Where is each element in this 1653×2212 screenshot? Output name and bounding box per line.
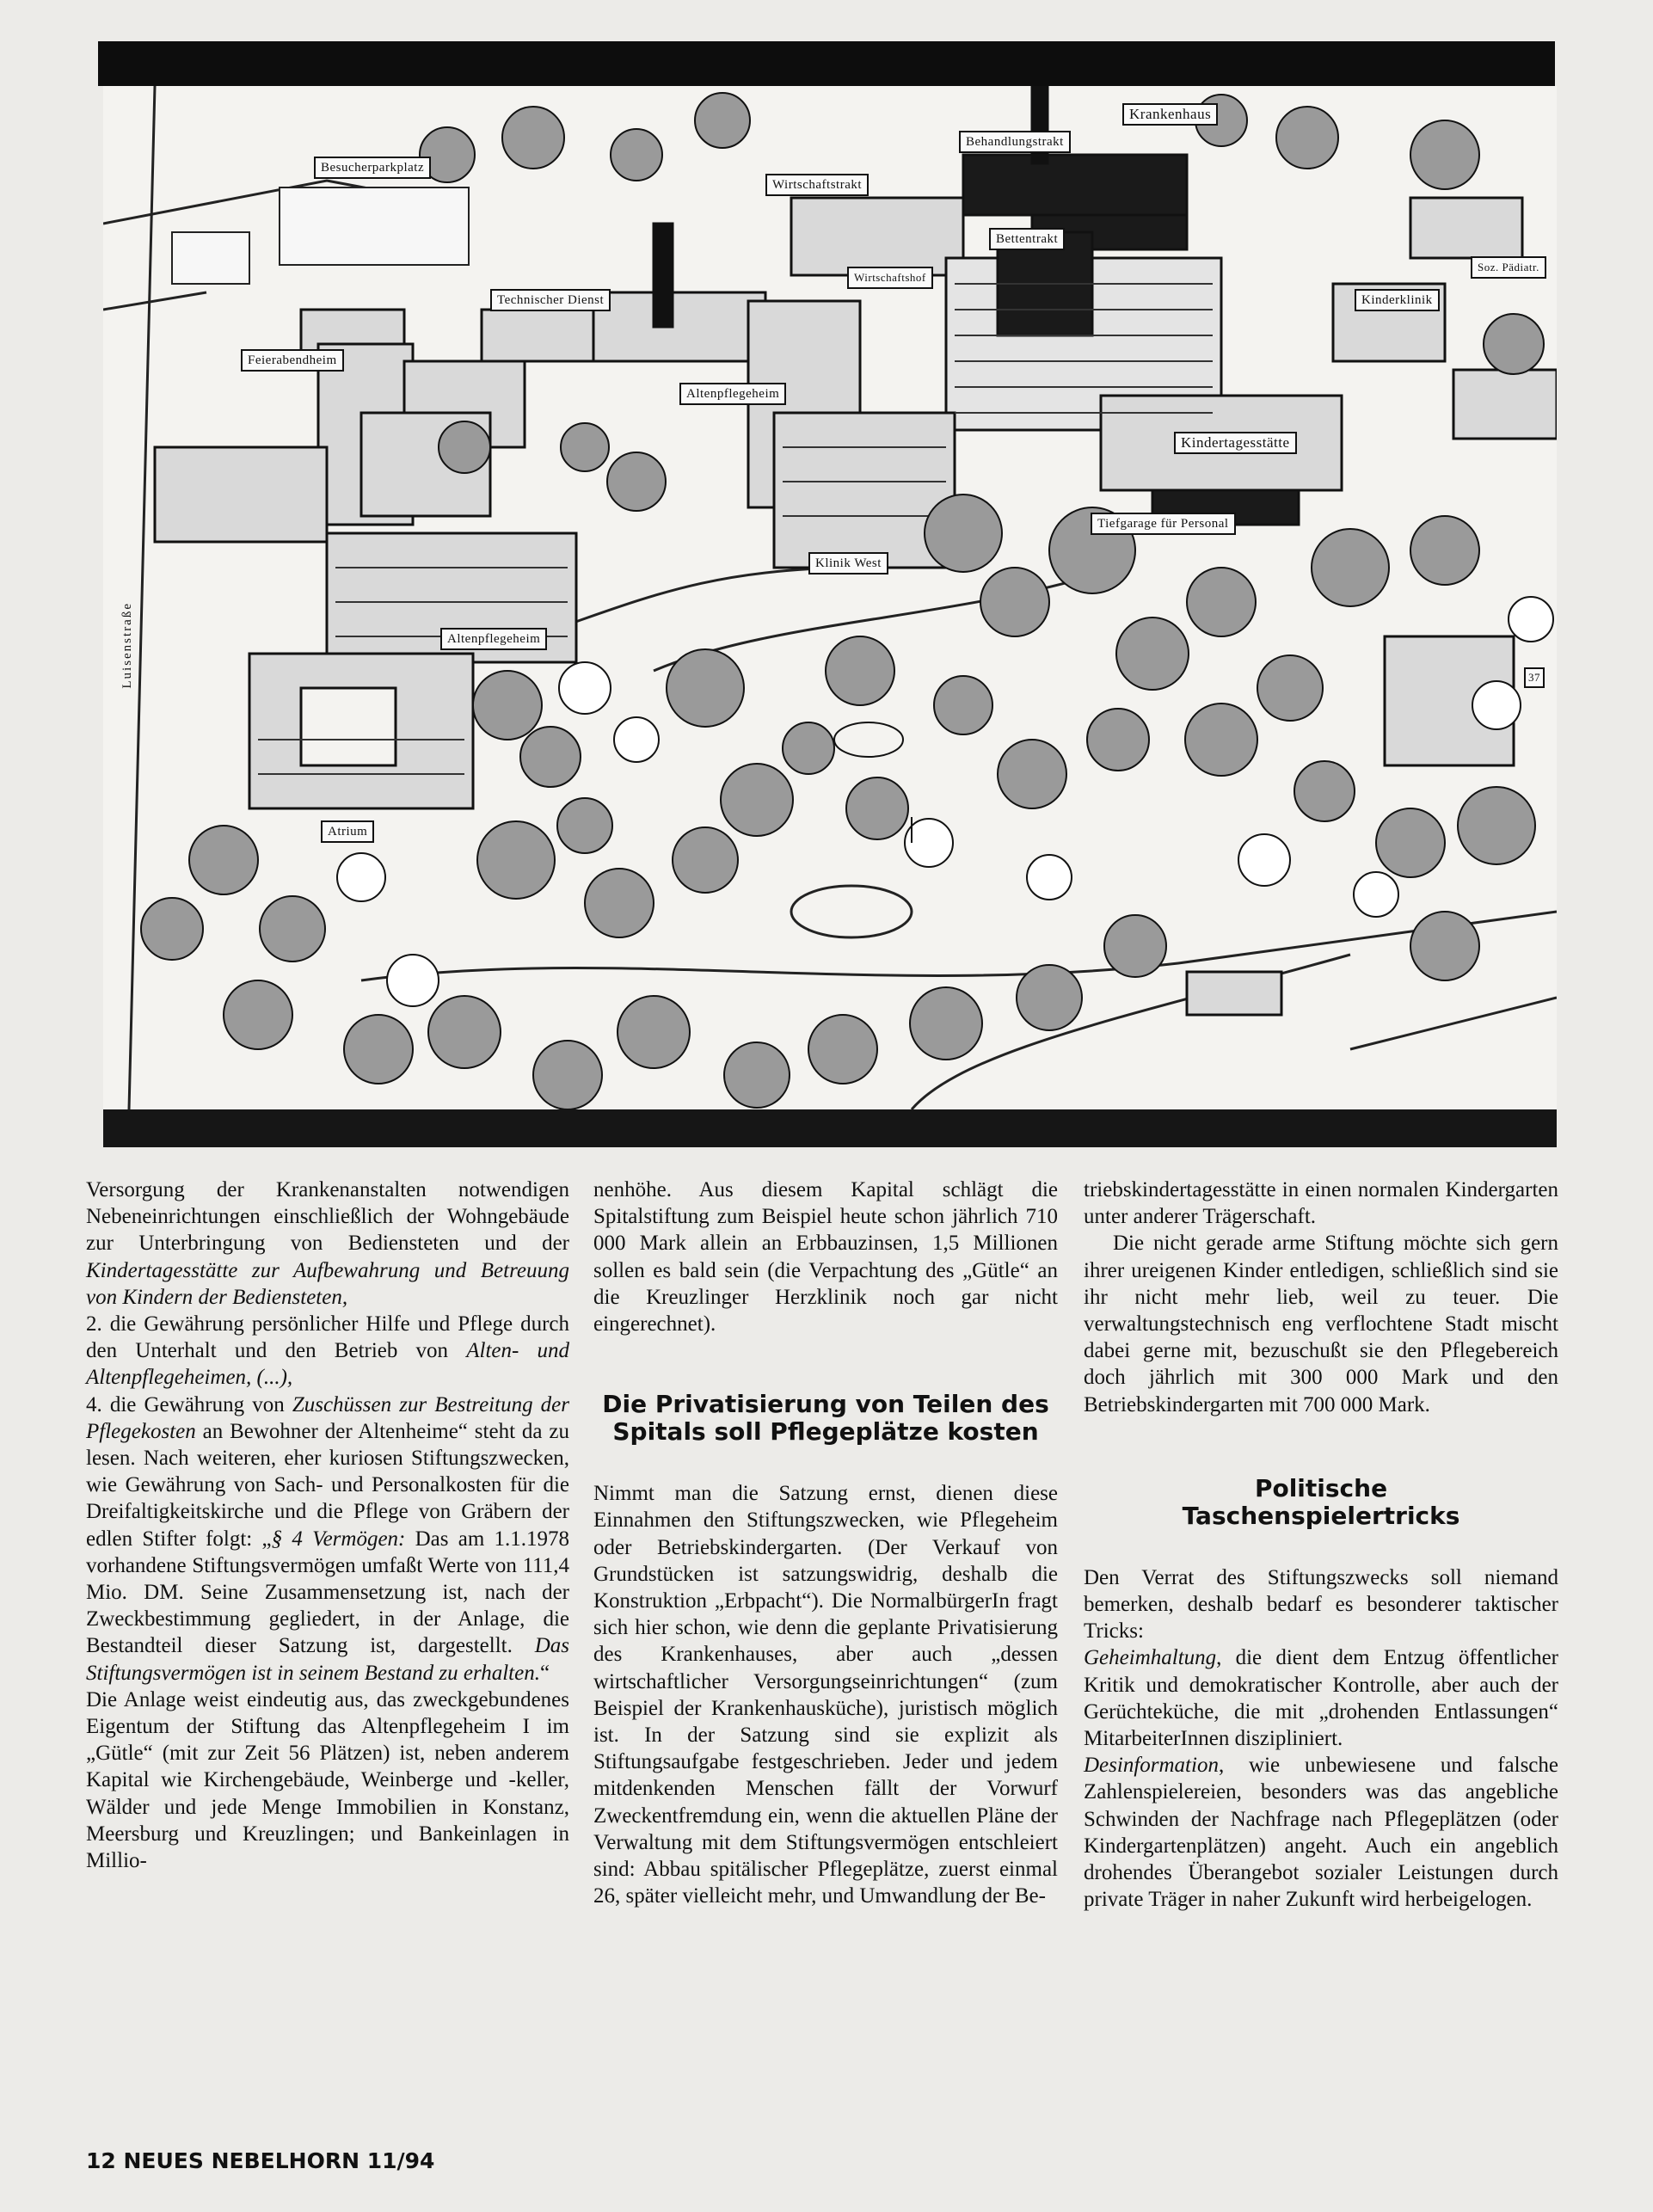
col2-paragraph-2: Nimmt man die Satzung ernst, dienen diese Einnahmen den Stiftungszwecken, wie Pflegeheim oder Betriebskindergarten. (Der Verkauf von Grundstücken ist satzungswidrig, deshalb die Konstruktion „Erbpacht“). Die NormalbürgerIn fragt sich hier schon, wie denn die geplante Privatisierung des Krankenhauses, aber auch „dessen wirtschaftlicher Versorgungseinrichtungen“ (zum Beispiel der Krankenhausküche), juristisch möglich ist. In der Satzung sind sie explizit als Stiftungsaufgabe festgeschrieben. Jeder und jedem mitdenkenden Menschen fällt der Vorwurf Zweckentfremdung ein, wenn die aktuellen Pläne der Verwaltung mit dem Stiftungsvermögen entschleiert sind: Abbau spitälischer Pflegeplätze, zuerst einmal 26, später vielleicht mehr, und Umwandlung der Be- [593, 1482, 1058, 1908]
label-house-number: 37 [1524, 667, 1545, 688]
label-atrium: Atrium [321, 820, 374, 843]
col3-paragraph-4 [1084, 1644, 1558, 1752]
article-column-1 [86, 1177, 569, 1874]
col3-paragraph-1: triebskindertagesstätte in einen normalen Kindergarten unter anderer Trägerschaft. [1084, 1178, 1558, 1229]
col3-p4-italic: Geheimhaltung [1084, 1646, 1217, 1670]
col1-p2-text: 2. die Gewährung persönlicher Hilfe und Pflege durch den Unterhalt und den Betrieb von [86, 1312, 569, 1363]
col1-p3-italic-a: Zuschüssen zur Bestreitung der Pflegekosten [86, 1392, 569, 1443]
label-bettentrakt: Bettentrakt [989, 228, 1065, 250]
col1-p3-text-b: an Bewohner der Altenheime“ steht da zu lesen. Nach weiteren, eher kuriosen Stiftungszwecken, wie Gewährung von Sach- und Personalkosten für die Dreifaltigkeitskirche und die Pflege von Gräbern der edlen Stifter folgt: „ [86, 1419, 569, 1551]
label-feierabendheim: Feierabendheim [241, 349, 344, 372]
col1-p3-italic-b: § 4 Vermögen: [271, 1527, 406, 1551]
col3-p5-text: , wie unbewiesene und falsche Zahlenspielereien, besonders was das angebliche Schwinden der Nachfrage nach Pflegeplätzen (oder Kindergartenplätzen) angeht. Auch ein angeblich drohendes Überangebot sozialer Leistungen durch private Träger in naher Zukunft wird herbeigelogen. [1084, 1754, 1558, 1912]
col1-paragraph-2 [86, 1311, 569, 1392]
label-kinderklinik: Kinderklinik [1355, 289, 1440, 311]
label-altenpflegeheim-bottom: Altenpflegeheim [440, 628, 547, 650]
bottom-black-bar [103, 1109, 1557, 1147]
article-column-3 [1084, 1177, 1558, 1913]
label-street: Luisenstraße [120, 602, 134, 689]
col1-p3-text-c: Das am 1.1.1978 vorhandene Stiftungsvermögen umfaßt Werte von 111,4 Mio. DM. Seine Zusammensetzung ist, nach der Zweckbestimmung gegliedert, in der Anlage, die Bestandteil dieser Satzung ist, dargestellt. [86, 1527, 569, 1658]
label-klinik-west: Klinik West [808, 552, 888, 575]
col1-p3-italic-c: Das Stiftungsvermögen ist in seinem Bestand zu erhalten. [86, 1634, 569, 1685]
col1-p3-text-d: “ [539, 1661, 550, 1685]
col3-subheading: Politische Taschenspielertricks [1182, 1473, 1460, 1530]
top-black-bar [98, 41, 1555, 86]
label-altenpflegeheim-top: Altenpflegeheim [679, 383, 786, 405]
col1-p2-italic: Alten- und Altenpflegeheimen, (...), [86, 1339, 569, 1390]
col1-paragraph-1 [86, 1177, 569, 1311]
label-soz-paed: Soz. Pädiatr. [1471, 256, 1546, 279]
label-tiefgarage: Tiefgarage für Personal [1091, 513, 1236, 535]
label-wirtschaftshof: Wirtschaftshof [847, 267, 933, 289]
col3-paragraph-5 [1084, 1752, 1558, 1913]
col1-paragraph-4: Die Anlage weist eindeutig aus, das zweckgebundenes Eigentum der Stiftung das Altenpflegeheim I im „Gütle“ (mit zur Zeit 56 Plätzen) ist, neben anderem Kapital wie Kirchengebäude, Weinberge und -keller, Wälder und jede Menge Immobilien in Konstanz, Meersburg und Kreuzlingen; und Bankeinlagen in Millio- [86, 1687, 569, 1873]
label-krankenhaus: Krankenhaus [1122, 103, 1218, 126]
col1-p1-italic: Kindertagesstätte zur Aufbewahrung und Betreuung von Kindern der Bediensteten, [86, 1258, 569, 1309]
label-behandlungstrakt: Behandlungstrakt [959, 131, 1071, 153]
page-footer: 12 NEUES NEBELHORN 11/94 [86, 2148, 435, 2173]
col1-p3-text-a: 4. die Gewährung von [86, 1392, 292, 1416]
label-besucherparkplatz: Besucherparkplatz [314, 157, 431, 179]
article-column-2 [593, 1177, 1058, 1909]
col2-paragraph-1: nenhöhe. Aus diesem Kapital schlägt die Spitalstiftung zum Beispiel heute schon jährlich 710 000 Mark allein an Erbbauzinsen, 1,5 Millionen sollen es bald sein (die Verpachtung des „Gütle“ an die Kreuzlinger Herzklinik noch gar nicht eingerechnet). [593, 1178, 1058, 1336]
hospital-site-illustration [103, 86, 1557, 1109]
col2-subheading: Die Privatisierung von Teilen des Spitals soll Pflegeplätze kosten [602, 1390, 1049, 1447]
label-kindertagesstaette: Kindertagesstätte [1174, 432, 1297, 454]
col3-paragraph-3: Den Verrat des Stiftungszwecks soll niemand bemerken, deshalb bedarf es besonderer taktischer Tricks: [1084, 1565, 1558, 1644]
site-drawing [103, 86, 1557, 1109]
col1-p1-text: Versorgung der Krankenanstalten notwendigen Nebeneinrichtungen einschließlich der Wohngebäude zur Unterbringung von Bediensteten und der [86, 1178, 569, 1256]
col1-paragraph-3 [86, 1392, 569, 1687]
label-technischer-dienst: Technischer Dienst [490, 289, 611, 311]
col3-paragraph-2: Die nicht gerade arme Stiftung möchte sich gern ihrer ureigenen Kinder entledigen, schließlich sind sie ihr nicht mehr lieb, weil zu teuer. Die verwaltungstechnisch eng verflochtene Stadt mischt dabei gerne mit, bezuschußt sie den Pflegebereich doch jährlich mit 300 000 Mark und den Betriebskindergarten mit 700 000 Mark. [1084, 1232, 1558, 1416]
label-wirtschaftstrakt: Wirtschaftstrakt [765, 174, 869, 196]
col3-p4-text: , die dient dem Entzug öffentlicher Kritik und demokratischer Kontrolle, aber auch der Gerüchteküche, die mit „drohenden Entlassungen“ MitarbeiterInnen diszipliniert. [1084, 1646, 1558, 1751]
col3-p5-italic: Desinformation [1084, 1754, 1219, 1778]
